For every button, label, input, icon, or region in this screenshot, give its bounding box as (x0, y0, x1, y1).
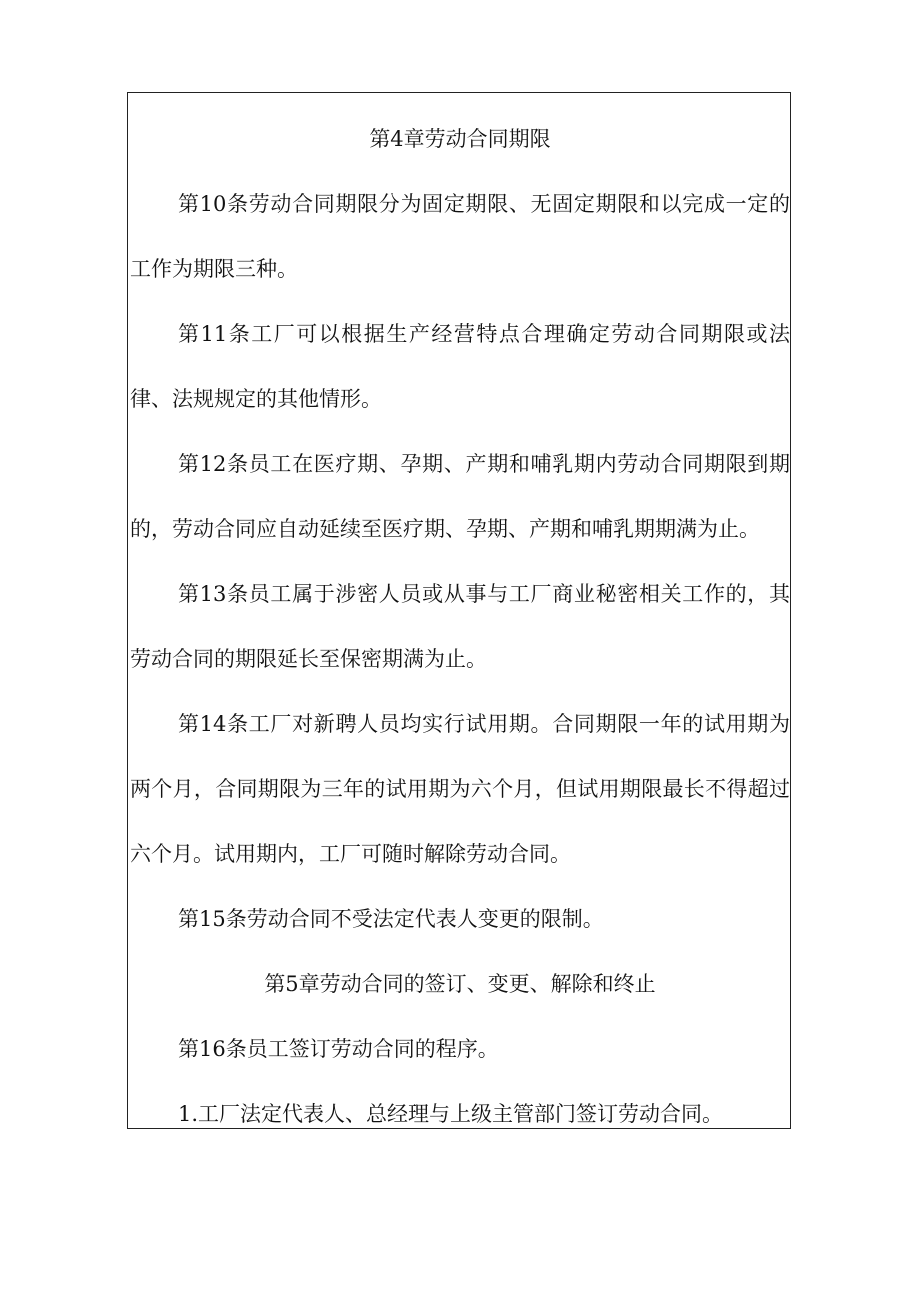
chapter-5-title: 第5章劳动合同的签订、变更、解除和终止 (264, 972, 656, 996)
article-12-line-1: 第12条员工在医疗期、孕期、产期和哺乳期内劳动合同期限到期 (178, 452, 790, 476)
list-item-1: 1.工厂法定代表人、总经理与上级主管部门签订劳动合同。 (178, 1102, 724, 1126)
document-frame (127, 92, 791, 1129)
article-14-line-1: 第14条工厂对新聘人员均实行试用期。合同期限一年的试用期为 (178, 712, 790, 736)
article-16-line-1: 第16条员工签订劳动合同的程序。 (178, 1037, 499, 1061)
article-11-line-1: 第11条工厂可以根据生产经营特点合理确定劳动合同期限或法 (178, 322, 790, 346)
article-15-line-1: 第15条劳动合同不受法定代表人变更的限制。 (178, 907, 604, 931)
chapter-4-title: 第4章劳动合同期限 (369, 127, 551, 151)
article-13-line-1: 第13条员工属于涉密人员或从事与工厂商业秘密相关工作的，其 (178, 582, 790, 606)
article-11-line-2: 律、法规规定的其他情形。 (130, 387, 382, 411)
article-14-line-2: 两个月，合同期限为三年的试用期为六个月，但试用期限最长不得超过 (130, 777, 790, 801)
article-14-line-3: 六个月。试用期内，工厂可随时解除劳动合同。 (130, 842, 571, 866)
article-10-line-1: 第10条劳动合同期限分为固定期限、无固定期限和以完成一定的 (178, 192, 790, 216)
article-12-line-2: 的，劳动合同应自动延续至医疗期、孕期、产期和哺乳期期满为止。 (130, 517, 760, 541)
article-10-line-2: 工作为期限三种。 (130, 257, 298, 281)
article-13-line-2: 劳动合同的期限延长至保密期满为止。 (130, 647, 487, 671)
